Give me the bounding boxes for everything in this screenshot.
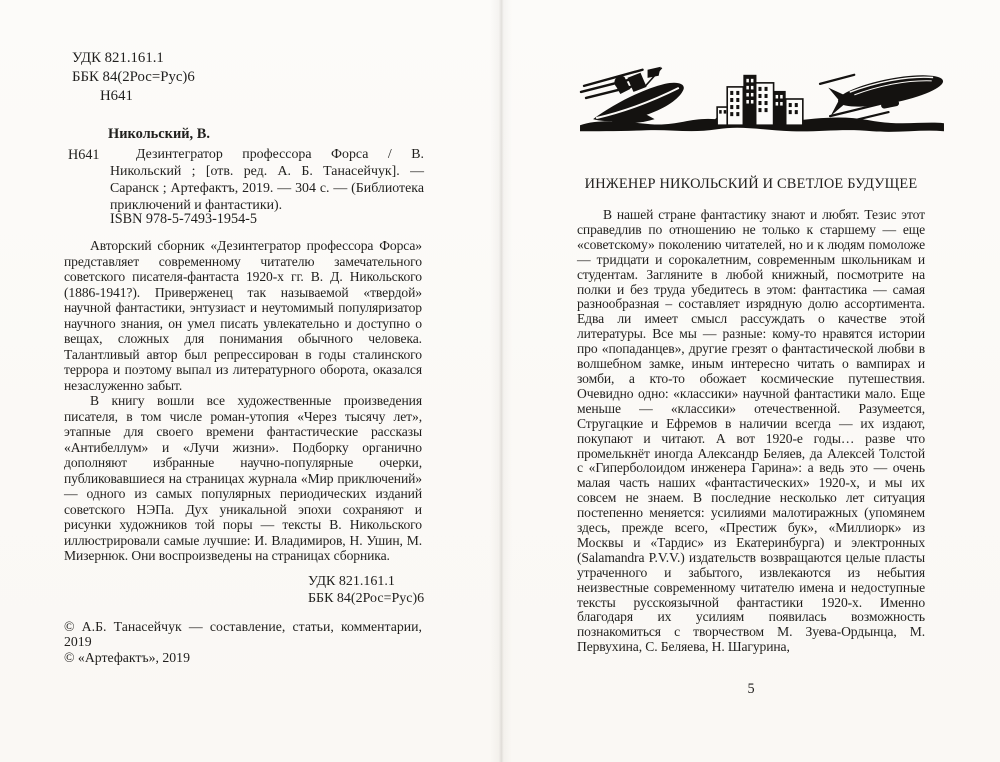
bbk-code-bottom: ББК 84(2Рос=Рус)6	[308, 591, 425, 606]
essay-paragraph-1: В нашей стране фантастику знают и любят. Тезис этот справедлив по отношению не только к старшему — еще «советскому» поколению читателей, но и к людям помоложе — тридцати и сорокалетним, современным школьникам и студентам. Загляните в любой книжный, посмотрите на полки и без труда убедитесь в этом: фантастика — самая разнообразная – составляет изрядную долю ассортимента. Едва ли имеет смысл рассуждать о качестве этой литературы. Все мы — разные: кому-то нравятся истории про «попаданцев», другие грезят о фантастической любви в волшебном замке, иным интересно читать о вампирах и зомби, а кто-то обожает космические путешествия. Очевидно одно: «классики» научной фантастики мало. Еще меньше — «классики» отечественной. Разумеется, Стругацкие и Ефремов в наличии всегда — их издают, покупают и читают. А вот 1920-е годы… разве что промелькнёт иногда Александр Беляев, да Алексей Толстой с «Гиперболоидом инженера Гарина»: а ведь это — очень малая часть наших «фантастических» 1920-х, и мы их совсем не знаем. В последние несколько лет ситуация постепенно меняется: усилиями малотиражных (упомянем здесь, прежде всего, «Престиж бук», «Миллиорк» из Москвы и «Тардис» из Екатеринбурга) и электронных (Salamandra P.V.V.) издательств возвращаются целые пласты утраченного и забытого, извлекаются из небытия неизвестные современному читателю имена и недоступные тексты русскоязычной фантастики 1920-х. Именно благодаря их усилиям появилась возможность познакомиться с творчеством М. Зуева-Ордынца, М. Первухина, С. Беляева, Н. Шагурина,	[577, 207, 925, 655]
essay-body	[577, 208, 925, 655]
bib-entry-code: Н641	[68, 147, 100, 163]
annotation-paragraph-1: Авторский сборник «Дезинтегратор профессора Форса» представляет современному читателю замечательного советского писателя-фантаста 1920-х гг. В. Д. Никольского (1886-1941?). Приверженец так называемой «твердой» научной фантастики, энтузиаст и неутомимый популяризатор научного знания, он умел писать увлекательно и доступно о вещах, сложных для понимания обычного человека. Талантливый автор был репрессирован в годы сталинского террора и поэтому выпал из литературного оборота, оказался незаслуженно забыт.	[64, 238, 422, 393]
copyright-block	[64, 619, 422, 665]
bbk-code: ББК 84(2Рос=Рус)6	[72, 69, 195, 85]
headpiece-illustration	[578, 60, 946, 140]
essay-title: ИНЖЕНЕР НИКОЛЬСКИЙ И СВЕТЛОЕ БУДУЩЕЕ	[584, 176, 918, 192]
city-buildings-illustration	[717, 75, 803, 125]
zeppelin-illustration	[820, 66, 946, 124]
classification-codes-bottom	[308, 573, 424, 607]
page-number: 5	[747, 681, 755, 697]
classification-codes-top	[72, 49, 195, 106]
annotation	[64, 238, 422, 564]
headpiece-svg	[578, 60, 946, 140]
author-heading: Никольский, В.	[108, 126, 210, 142]
author-sign-code: Н641	[100, 88, 133, 104]
udk-code-bottom: УДК 821.161.1	[308, 574, 395, 589]
bibliographic-entry	[68, 146, 424, 214]
copyright-line-2: © «Артефактъ», 2019	[64, 649, 190, 665]
isbn: ISBN 978-5-7493-1954-5	[110, 211, 257, 227]
copyright-line-1: © А.Б. Танасейчук — составление, статьи, комментарии, 2019	[64, 619, 422, 650]
bib-entry-text: Дезинтегратор профессора Форса / В. Никольский ; [отв. ред. А. Б. Танасейчук]. — Саранск ; Артефактъ, 2019. — 304 с. — (Библиотека приключений и фантастики).	[110, 147, 424, 213]
annotation-paragraph-2: В книгу вошли все художественные произведения писателя, в том числе роман-утопия «Через тысячу лет», этапные для своего времени фантастические рассказы «Антибеллум» и «Лучи жизни». Подборку органично дополняют избранные научно-популярные очерки, публиковавшиеся на страницах журнала «Мир приключений» — одного из самых популярных периодических изданий советского НЭПа. Дух уникальной эпохи сохраняют и рисунки художников той поры — тексты В. Никольского иллюстрировали самые лучшие: И. Владимиров, Н. Ушин, М. Мизернюк. Они воспроизведены на страницах сборника.	[64, 393, 422, 563]
page-gutter-shadow	[490, 0, 512, 762]
udk-code: УДК 821.161.1	[72, 50, 164, 66]
